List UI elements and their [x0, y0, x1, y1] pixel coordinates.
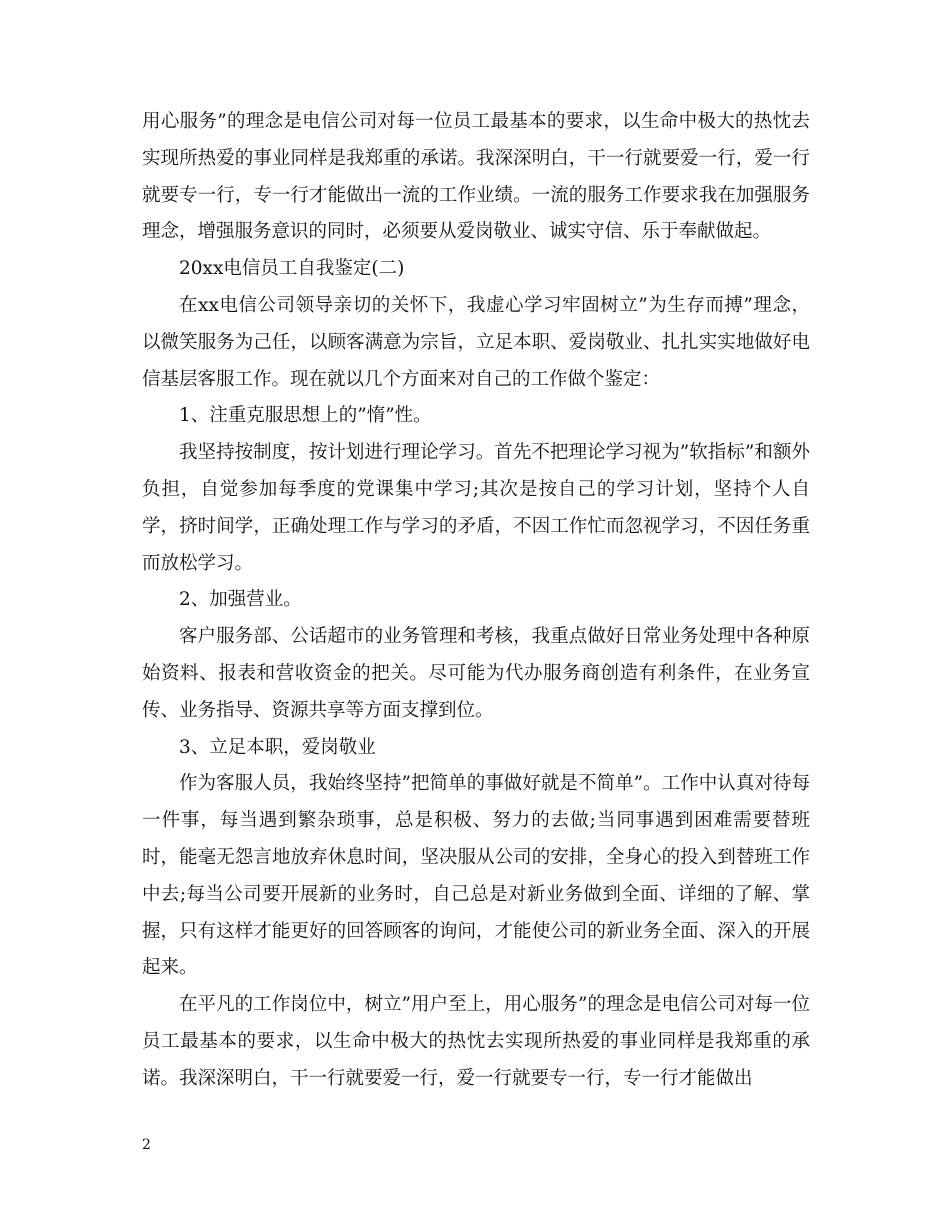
document-body: [142, 104, 810, 1098]
paragraph-closing: 在平凡的工作岗位中，树立”用户至上，用心服务”的理念是电信公司对每一位员工最基本的要求，以生命中极大的热忱去实现所热爱的事业同样是我郑重的承诺。我深深明白，干一行就要爱一行，爱一行就要专一行，专一行才能做出: [142, 994, 810, 1089]
section-heading-2: 20xx电信员工自我鉴定(二): [179, 258, 405, 280]
paragraph-study: 我坚持按制度，按计划进行理论学习。首先不把理论学习视为”软指标”和额外负担，自觉参加每季度的党课集中学习;其次是按自己的学习计划，坚持个人自学，挤时间学，正确处理工作与学习的矛盾，不因工作忙而忽视学习，不因任务重而放松学习。: [142, 442, 810, 574]
item-heading-3: 3、立足本职，爱岗敬业: [179, 736, 376, 758]
item-heading-2: 2、加强营业。: [179, 589, 302, 611]
paragraph-business: 客户服务部、公话超市的业务管理和考核，我重点做好日常业务处理中各种原始资料、报表和营收资金的把关。尽可能为代办服务商创造有利条件，在业务宣传、业务指导、资源共享等方面支撑到位。: [142, 626, 810, 721]
paragraph-1: 用心服务”的理念是电信公司对每一位员工最基本的要求，以生命中极大的热忱去实现所热爱的事业同样是我郑重的承诺。我深深明白，干一行就要爱一行，爱一行就要专一行，专一行才能做出一流的工作业绩。一流的服务工作要求我在加强服务理念，增强服务意识的同时，必须要从爱岗敬业、诚实守信、乐于奉献做起。: [142, 111, 810, 243]
paragraph-intro: 在xx电信公司领导亲切的关怀下，我虚心学习牢固树立”为生存而搏”理念，以微笑服务为己任，以顾客满意为宗旨，立足本职、爱岗敬业、扎扎实实地做好电信基层客服工作。现在就以几个方面来对自己的工作做个鉴定：: [142, 294, 810, 390]
item-heading-1: 1、注重克服思想上的”惰”性。: [179, 405, 432, 427]
paragraph-duty: 作为客服人员，我始终坚持”把简单的事做好就是不简单”。工作中认真对待每一件事，每当遇到繁杂琐事，总是积极、努力的去做;当同事遇到困难需要替班时，能毫无怨言地放弃休息时间，坚决服从公司的安排，全身心的投入到替班工作中去;每当公司要开展新的业务时，自己总是对新业务做到全面、详细的了解、掌握，只有这样才能更好的回答顾客的询问，才能使公司的新业务全面、深入的开展起来。: [142, 773, 810, 979]
page-number: 2: [142, 1137, 151, 1153]
